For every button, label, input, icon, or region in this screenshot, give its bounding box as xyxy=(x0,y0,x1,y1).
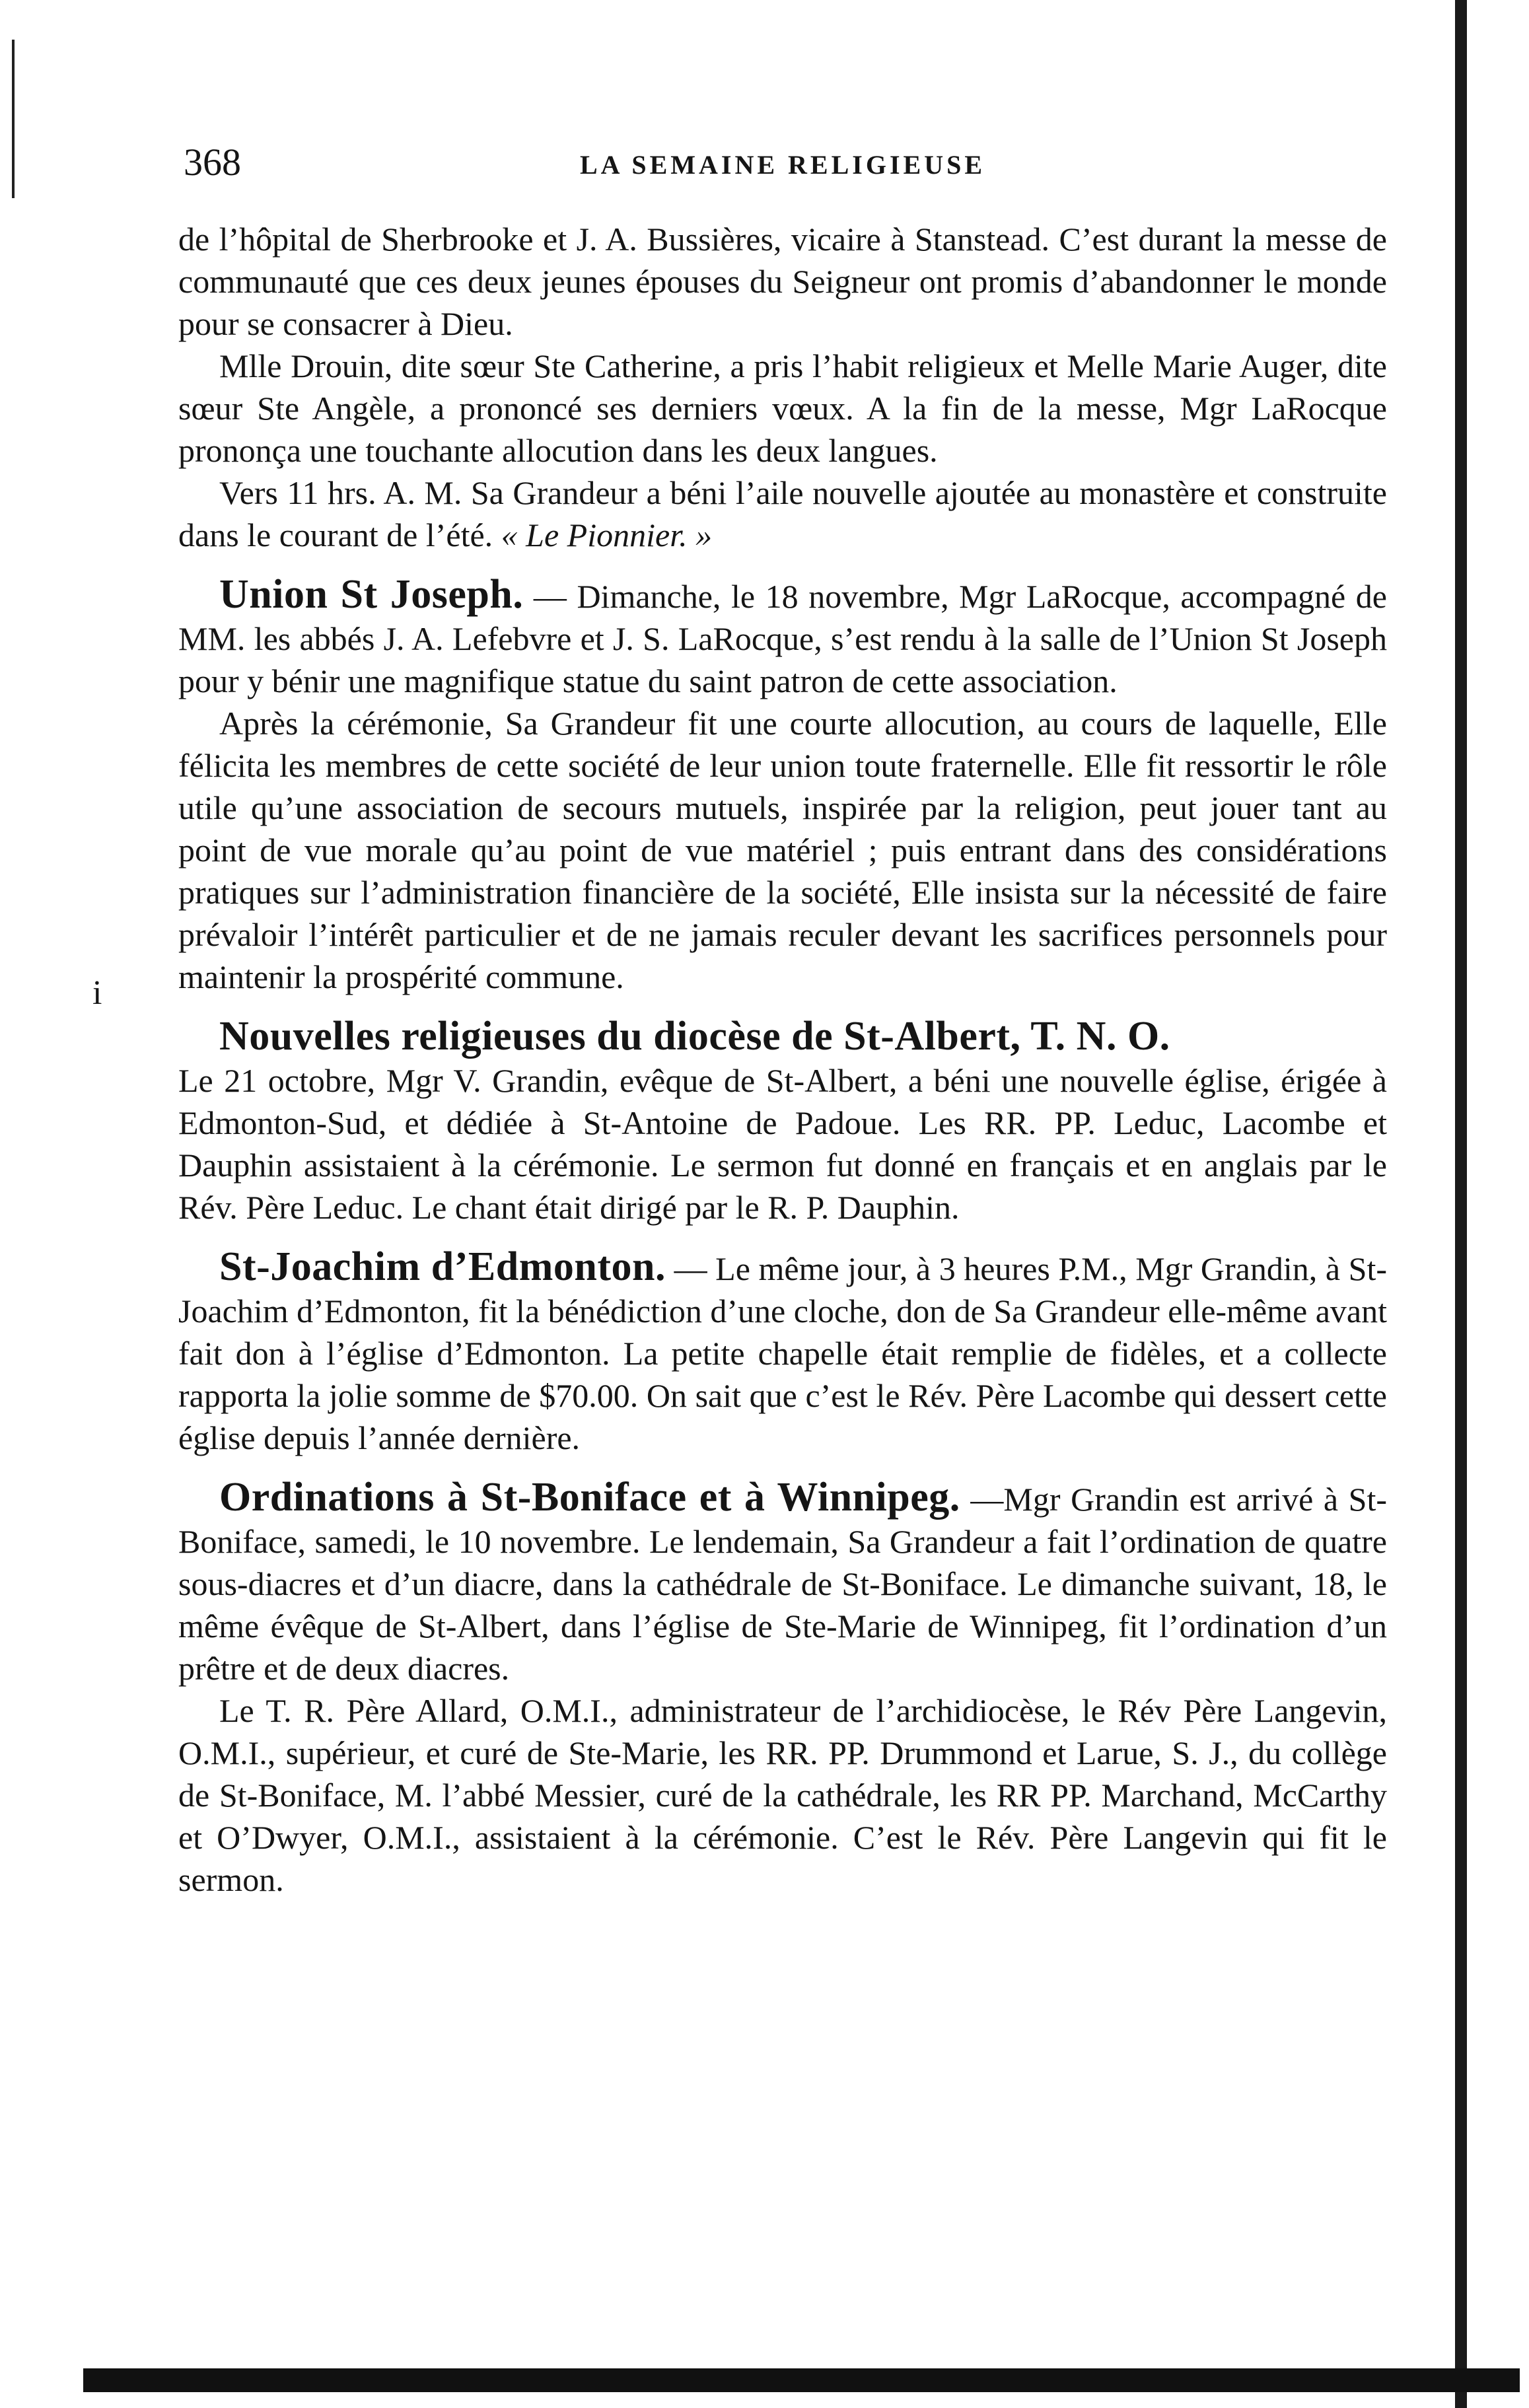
section-text: — Le même jour, à 3 heures P.M., Mgr Grandin, à St-Joachim d’Edmonton, fit la bénédiction d’une cloche, don de Sa Grandeur elle-même avant fait don à l’église d’Edmonton. La petite chapelle était remplie de fidèles, et a collecte rapporta la jolie somme de $70.00. On sait que c’est le Rév. Père Lacombe qui dessert cette église depuis l’année dernière. xyxy=(178,1250,1387,1456)
page-header xyxy=(178,140,1387,186)
scan-edge-bar-bottom xyxy=(83,2368,1520,2392)
running-title: LA SEMAINE RELIGIEUSE xyxy=(579,150,986,180)
section-title: Ordinations à St-Boniface et à Winnipeg. xyxy=(219,1475,960,1520)
section-4-lead xyxy=(178,1476,1387,1689)
section-st-joachim xyxy=(178,1246,1387,1459)
page-body xyxy=(178,218,1387,1901)
section-title: Nouvelles religieuses du diocèse de St-Albert, T. N. O. xyxy=(219,1014,1170,1059)
section-paragraph: Le T. R. Père Allard, O.M.I., administrateur de l’archidiocèse, le Rév Père Langevin, O.M.I., supérieur, et curé de Ste-Marie, les RR. PP. Drummond et Larue, S. J., du collège de St-Boniface, M. l’abbé Messier, curé de la cathédrale, les RR PP. Marchand, McCarthy et O’Dwyer, O.M.I., assistaient à la cérémonie. C’est le Rév. Père Langevin qui fit le sermon. xyxy=(178,1692,1387,1898)
section-union-st-joseph xyxy=(178,573,1387,998)
section-ordinations xyxy=(178,1476,1387,1901)
section-paragraph: Le 21 octobre, Mgr V. Grandin, evêque de St-Albert, a béni une nouvelle église, érigée à Edmonton-Sud, et dédiée à St-Antoine de Padoue. Les RR. PP. Leduc, Lacombe et Dauphin assistaient à la cérémonie. Le sermon fut donné en français et en anglais par le Rév. Père Leduc. Le chant était dirigé par le R. P. Dauphin. xyxy=(178,1062,1387,1226)
intro-paragraph-2: Mlle Drouin, dite sœur Ste Catherine, a pris l’habit religieux et Melle Marie Auger, dite sœur Ste Angèle, a prononcé ses derniers vœux. A la fin de la messe, Mgr LaRocque prononça une touchante allocution dans les deux langues. xyxy=(178,347,1387,469)
section-text: — Dimanche, le 18 novembre, Mgr LaRocque, accompagné de MM. les abbés J. A. Lefebvre et J. S. LaRocque, s’est rendu à la salle de l’Union St Joseph pour y bénir une magnifique statue du saint patron de cette association. xyxy=(178,578,1387,699)
scan-edge-bar-right xyxy=(1455,0,1467,2408)
margin-mark: i xyxy=(92,974,102,1012)
quote-source: « Le Pionnier. » xyxy=(501,516,713,553)
intro-paragraph-1: de l’hôpital de Sherbrooke et J. A. Bussières, vicaire à Stanstead. C’est durant la messe de communauté que ces deux jeunes épouses du Seigneur ont promis d’abandonner le monde pour se consacrer à Dieu. xyxy=(178,221,1387,342)
section-title: Union St Joseph. xyxy=(219,572,524,617)
section-text: —Mgr Grandin est arrivé à St-Boniface, samedi, le 10 novembre. Le lendemain, Sa Grandeur a fait l’ordination de quatre sous-diacres et d’un diacre, dans la cathédrale de St-Boniface. Le dimanche suivant, 18, le même évêque de St-Albert, dans l’église de Ste-Marie de Winnipeg, fit l’ordination d’un prêtre et de deux diacres. xyxy=(178,1481,1388,1687)
intro-paragraph-3-text: Vers 11 hrs. A. M. Sa Grandeur a béni l’aile nouvelle ajoutée au monastère et construite dans le courant de l’été. xyxy=(178,474,1387,553)
scan-edge-line-left xyxy=(12,40,15,198)
page-number: 368 xyxy=(184,141,241,184)
section-paragraph: Après la cérémonie, Sa Grandeur fit une courte allocution, au cours de laquelle, Elle félicita les membres de cette société de leur union toute fraternelle. Elle fit ressortir le rôle utile qu’une association de secours mutuels, inspirée par la religion, peut jouer tant au point de vue morale qu’au point de vue matériel ; puis entrant dans des considérations pratiques sur l’administration financière de la société, Elle insista sur la nécessité de faire prévaloir l’intérêt particulier et de ne jamais reculer devant les sacrifices personnels pour maintenir la prospérité commune. xyxy=(178,705,1387,995)
section-st-albert xyxy=(178,1015,1387,1228)
section-1-lead xyxy=(178,573,1387,702)
intro-paragraph-3 xyxy=(178,472,1387,556)
section-3-lead xyxy=(178,1246,1387,1459)
section-title: St-Joachim d’Edmonton. xyxy=(219,1244,666,1289)
section-2-title-row xyxy=(178,1015,1387,1059)
